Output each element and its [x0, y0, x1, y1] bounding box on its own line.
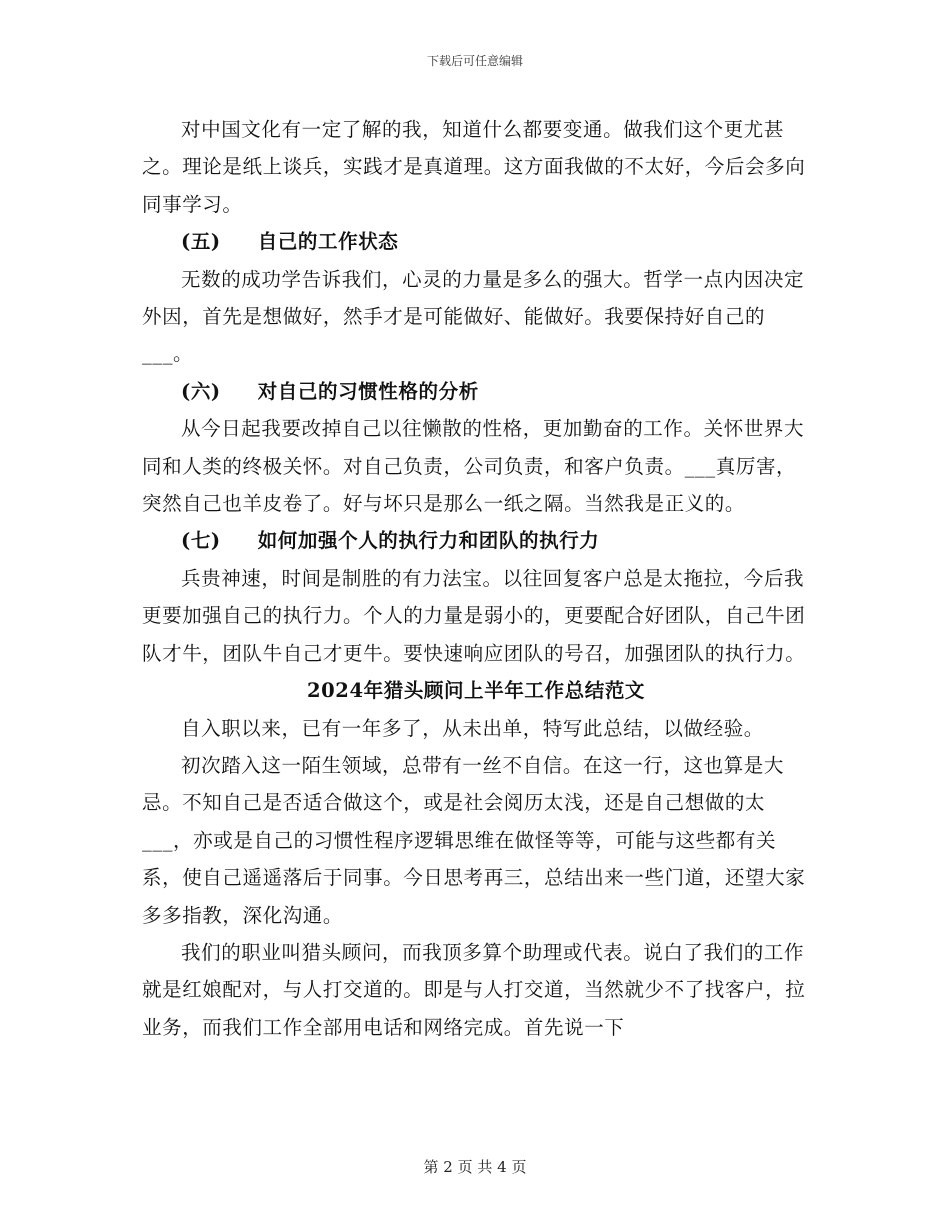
paragraph: 自入职以来，已有一年多了，从未出单，特写此总结，以做经验。: [181, 716, 764, 740]
page-header-note: 下载后可任意编辑: [426, 54, 523, 68]
section-heading: (五) 自己的工作状态: [181, 230, 399, 254]
paragraph: 从今日起我要改掉自己以往懒散的性格，更加勤奋的工作。关怀世界大同和人类的终极关怀。对自己负责，公司负责，和客户负责。___真厉害，突然自己也羊皮卷了。好与坏只是那么一纸之隔。当然我是正义的。: [142, 417, 805, 516]
article-title: 2024年猎头顾问上半年工作总结范文: [306, 679, 646, 703]
paragraph: 我们的职业叫猎头顾问，而我顶多算个助理或代表。说白了我们的工作就是红娘配对，与人打交道的。即是与人打交道，当然就少不了找客户，拉业务，而我们工作全部用电话和网络完成。首先说一下: [142, 940, 806, 1039]
page-number-footer: 第 2 页 共 4 页: [423, 1158, 527, 1176]
paragraph: 无数的成功学告诉我们，心灵的力量是多么的强大。哲学一点内因决定外因，首先是想做好，然手才是可能做好、能做好。我要保持好自己的___。: [142, 267, 805, 366]
section-heading: (六) 对自己的习惯性格的分析: [181, 379, 479, 403]
paragraph: 初次踏入这一陌生领域，总带有一丝不自信。在这一行，这也算是大忌。不知自己是否适合做这个，或是社会阅历太浅，还是自己想做的太___，亦或是自己的习惯性程序逻辑思维在做怪等等，可能与这些都有关系，使自己遥遥落后于同事。今日思考再三，总结出来一些门道，还望大家多多指教，深化沟通。: [142, 753, 806, 927]
section-heading: (七) 如何加强个人的执行力和团队的执行力: [181, 529, 600, 553]
paragraph: 兵贵神速，时间是制胜的有力法宝。以往回复客户总是太拖拉，今后我更要加强自己的执行力。个人的力量是弱小的，更要配合好团队，自己牛团队才牛，团队牛自己才更牛。要快速响应团队的号召，加强团队的执行力。: [142, 566, 806, 665]
paragraph: 对中国文化有一定了解的我，知道什么都要变通。做我们这个更尤甚之。理论是纸上谈兵，实践才是真道理。这方面我做的不太好，今后会多向同事学习。: [142, 118, 806, 216]
document-body: [142, 111, 810, 1046]
